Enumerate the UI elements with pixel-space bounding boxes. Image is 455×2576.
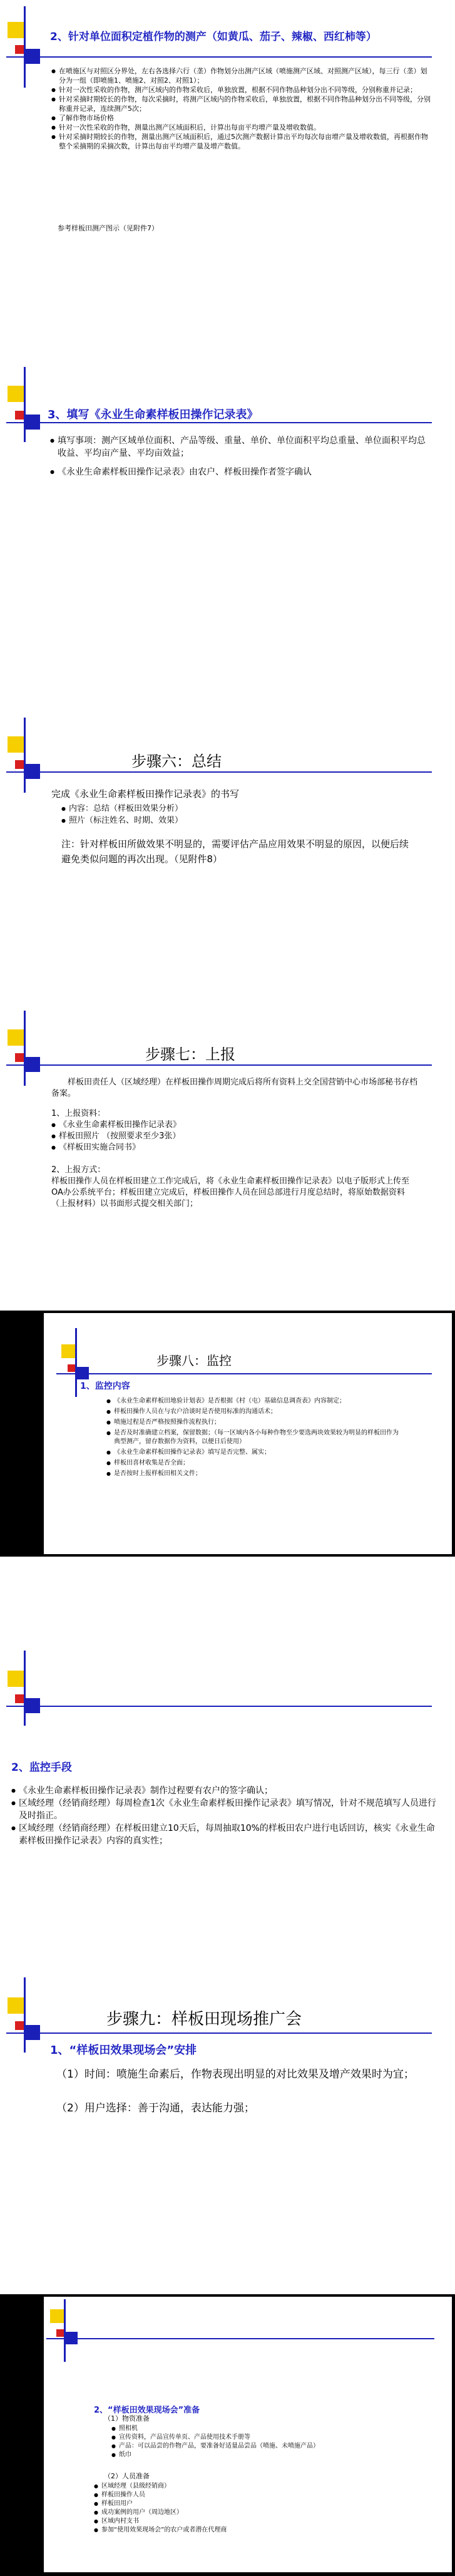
bullet-list [111, 2424, 381, 2460]
decor-line [6, 56, 432, 58]
note: 注：针对样板田所做效果不明显的，需要评估产品应用效果不明显的原因，以便后续避免类似问题的再次出现。（见附件8） [61, 838, 409, 865]
list-item: ● 照片（标注姓名、时期、效果） [61, 815, 374, 827]
decor-line [46, 2338, 434, 2339]
intro: 样板田责任人（区域经理）在样板田操作周期完成后将所有资料上交全国营销中心市场部秘书存档备案。 [51, 1078, 418, 1098]
slide-canvas [44, 1313, 452, 1554]
list-item: ● 是否按时上报样板田相关文件； [106, 1470, 401, 1478]
list-item: ● 《永业生命素样板田操作记录表》由农户、样板田操作者签字确认 [50, 466, 426, 478]
slide-subtitle: 1、“样板田效果现场会”安排 [50, 2044, 197, 2057]
decor-line [6, 771, 432, 773]
decor-square [61, 1344, 75, 1358]
list-item: ● 区域经理（经销商经理）每周检查1次《永业生命素样板田操作记录表》填写情况，针对不规范填写人员进行及时指正。 [11, 1797, 437, 1822]
section-heading: 1、上报资料： [51, 1109, 106, 1118]
slide-7 [0, 1966, 455, 2212]
slide-title: 步骤六：总结 [131, 753, 222, 770]
decor-square [15, 760, 24, 769]
list-item: ● 区域经理（县级经销商） [94, 2482, 382, 2491]
list-item: ● 成功案例的用户（周边地区） [94, 2508, 382, 2517]
decor-square [8, 1029, 24, 1046]
list-item: ● 区域经理（经销商经理）在样板田建立10天后，每周抽取10%的样板田农户进行电话回访，核实《永业生命素样板田操作记录表》内容的真实性； [11, 1822, 437, 1847]
bullet-list [51, 1120, 402, 1153]
slide-title: 2、针对单位面积定植作物的测产（如黄瓜、茄子、辣椒、西红柿等） [50, 31, 377, 43]
decor-line [56, 1373, 432, 1374]
list-item: ● 《永业生命素样板田操作记录表》制作过程要有农户的签字确认； [11, 1785, 437, 1797]
list-item: ● 样板田照片 （按照要求至少3张） [51, 1131, 402, 1142]
section-heading: （1）物资准备 [104, 2414, 150, 2423]
decor-square [15, 1053, 24, 1062]
bullet-list [106, 1397, 401, 1478]
list-item: ● 针对一次性采收的作物，测产区域内的作物采收后，单独放置，根据不同作物品种划分出不同等级，分别称重并记录； [51, 85, 433, 95]
note: 参考样板田测产图示（见附件7） [58, 224, 158, 232]
bullet-list [11, 1785, 437, 1847]
decor-square [50, 2309, 64, 2323]
list-item: ● 针对采摘时期较长的作物，测量出测产区域面积后，通过5次测产数据计算出平均每次每亩增产量及增收数值，再根据作物整个采摘期的采摘次数，计算出每亩平均增产量及增产数值。 [51, 132, 433, 151]
bullet-list [51, 66, 433, 151]
decor-square [8, 736, 24, 753]
list-item: ● 喷施过程是否严格按照操作流程执行； [106, 1418, 401, 1427]
list-item: ● 样板田操作人员在与农户洽谈时是否使用标准的沟通话术； [106, 1408, 401, 1416]
decor-line [24, 1651, 26, 1726]
list-item: ● 是否及时准确建立档案，保留数据；（每一区域内各小每种作物至少要选两块效果较为明显的样板田作为典型测产，留存数据作为资料，以便日后使用） [106, 1429, 401, 1446]
list-item: ● 《永业生命素样板田操作记录表》 [51, 1120, 402, 1131]
slide-1 [0, 0, 455, 246]
slide-3 [0, 655, 455, 901]
decor-square [15, 45, 24, 54]
bullet-list [94, 2482, 382, 2535]
decor-square [15, 1694, 24, 1703]
slide-title: 步骤九：样板田现场推广会 [106, 2010, 302, 2029]
decor-line [75, 1328, 77, 1397]
list-item: ● 宣传资料，产品宣传单页、产品使用技术手册等 [111, 2433, 381, 2442]
decor-square [8, 1671, 24, 1687]
decor-square [15, 2021, 24, 2030]
decor-square [56, 2329, 64, 2337]
list-item: ● 了解作物市场价格 [51, 113, 433, 123]
list-item: ● 样板田喜材收集是否全面； [106, 1459, 401, 1468]
decor-line [24, 718, 26, 793]
decor-square [8, 386, 24, 402]
decor-line [24, 1977, 26, 2053]
slide-title: 步骤八：监控 [156, 1353, 232, 1368]
list-item: ● 《永业生命素样板田地验计划表》是否根据《村（屯）基础信息调查表》内容制定； [106, 1397, 401, 1406]
list-item: ● 针对采摘时期较长的作物，每次采摘时，将测产区域内的作物采收后，单独放置，根据不同作物品种划分出不同等级，分别称重并记录，连续测产5次； [51, 95, 433, 113]
slide-title: 步骤七：上报 [145, 1046, 235, 1063]
list-item: ● 纸巾 [111, 2451, 381, 2460]
bullet-list [50, 435, 426, 478]
paragraph: （1）时间：喷施生命素后，作物表现出明显的对比效果及增产效果时为宜； [56, 2068, 414, 2081]
decor-line [6, 422, 432, 423]
slide-subtitle: 2、监控手段 [11, 1761, 72, 1774]
slide-5 [0, 1311, 455, 1557]
decor-line [6, 1064, 432, 1066]
section-heading: （2）人员准备 [104, 2472, 150, 2480]
method-text: 样板田操作人员在样板田建立工作完成后，将《永业生命素样板田操作记录表》以电子版形式上传至OA办公系统平台；样板田建立完成后，样板田操作人员在回总部进行月度总结时，将原始数据资料（上报材料）以书面形式提交相关部门； [51, 1177, 410, 1208]
decor-square [8, 22, 24, 38]
decor-square [8, 1997, 24, 2014]
list-item: ● 填写事项：测产区域单位面积、产品等级、重量、单价、单位面积平均总重量、单位面积平均总收益、平均亩产量、平均亩效益； [50, 435, 426, 460]
paragraph: （2）用户选择：善于沟通，表达能力强； [56, 2102, 255, 2115]
list-item: ● 产品：可以品尝的作物产品，要准备好适量品尝品（喷施、未喷施产品） [111, 2442, 381, 2451]
slide-2 [0, 327, 455, 573]
list-item: ● 照相机 [111, 2424, 381, 2433]
list-item: ● 样板田用户 [94, 2500, 382, 2508]
slide-canvas [44, 2297, 452, 2572]
list-item: ● 样板田操作人员 [94, 2491, 382, 2500]
slide-6 [0, 1638, 455, 1884]
decor-line [64, 2299, 66, 2362]
decor-line [24, 1011, 26, 1086]
list-item: ● 《样板田实施合同书》 [51, 1142, 402, 1153]
list-item: ● 在喷施区与对照区分界处，左右各选择六行（垄）作物划分出测产区域（喷施测产区域、对照测产区域），每三行（垄）划分为一组（即喷施1、喷施2、对照2、对照1）； [51, 66, 433, 85]
decor-square [68, 1364, 75, 1372]
slide-title: 3、填写《永业生命素样板田操作记录表》 [48, 408, 258, 421]
decor-square [15, 411, 24, 420]
decor-line [6, 2032, 432, 2034]
list-item: ● 参加“使用效果现场会”的农户或者潜在代理商 [94, 2526, 382, 2535]
decor-line [6, 1706, 432, 1707]
section-heading: 2、上报方式： [51, 1165, 106, 1175]
slide-4 [0, 983, 455, 1229]
list-item: ● 《永业生命素样板田操作记录表》填写是否完整、属实； [106, 1448, 401, 1457]
decor-line [24, 367, 26, 442]
summary-line: 完成《永业生命素样板田操作记录表》的书写 [51, 788, 240, 800]
list-item: ● 针对一次性采收的作物，测量出测产区域面积后，计算出每亩平均增产量及增收数值。 [51, 123, 433, 132]
slide-subtitle: 1、监控内容 [80, 1381, 130, 1391]
bullet-list [61, 803, 374, 827]
slide-subtitle: 2、“样板田效果现场会”准备 [94, 2406, 200, 2415]
list-item: ● 内容：总结（样板田效果分析） [61, 803, 374, 815]
slide-8 [0, 2294, 455, 2576]
decor-line [24, 6, 26, 88]
list-item: ● 区域内村支书 [94, 2517, 382, 2526]
